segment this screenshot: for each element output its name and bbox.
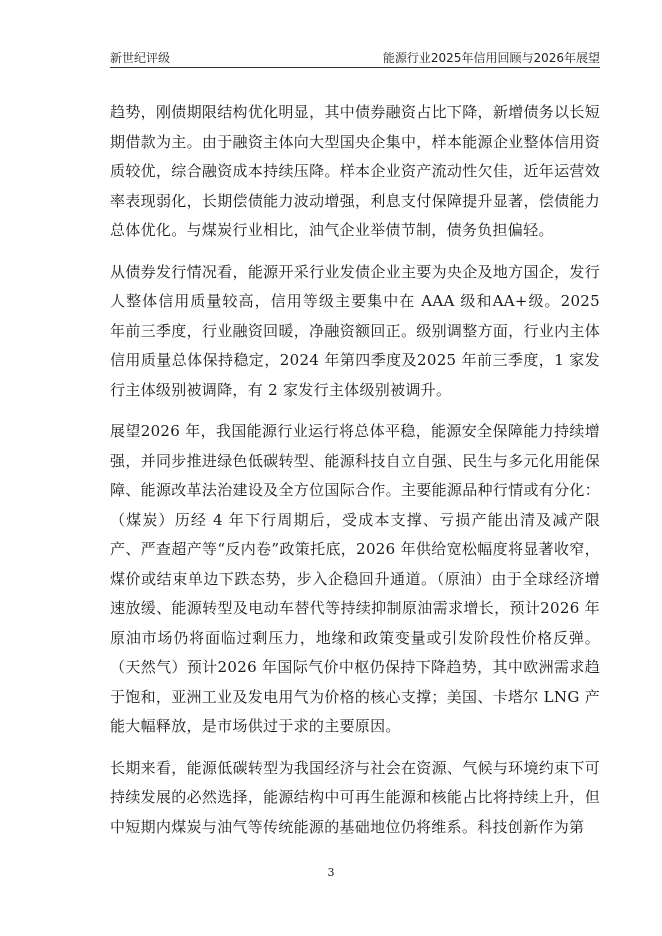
- page-header: [110, 44, 600, 68]
- paragraph-debt-structure: 趋势，刚债期限结构优化明显，其中债券融资占比下降，新增债务以长短期借款为主。由于融资主体向大型国央企集中，样本能源企业整体信用资质较优，综合融资成本持续压降。样本企业资产流动性欠佳，近年运营效率表现弱化，长期偿债能力波动增强，利息支付保障提升显著，偿债能力总体优化。与煤炭行业相比，油气企业举债节制，债务负担偏轻。: [110, 103, 600, 239]
- header-divider: [110, 67, 600, 68]
- paragraph-long-term: 长期来看，能源低碳转型为我国经济与社会在资源、气候与环境约束下可持续发展的必然选择，能源结构中可再生能源和核能占比将持续上升，但中短期内煤炭与油气等传统能源的基础地位仍将维系。科技创新作为第: [110, 758, 600, 836]
- page-number: 3: [327, 866, 335, 879]
- header-publisher: 新世纪评级: [110, 51, 171, 65]
- paragraph-bond-issuance: 从债券发行情况看，能源开采行业发债企业主要为央企及地方国企，发行人整体信用质量较高，信用等级主要集中在 AAA 级和AA+级。2025 年前三季度，行业融资回暖，净融资额回正。级别调整方面，行业内主体信用质量总体保持稳定，2024 年第四季度及2025 年前三季度，1 家发行主体级别被调降，有 2 家发行主体级别被调升。: [110, 262, 600, 399]
- body-text: [110, 98, 600, 854]
- paragraph-outlook-2026: 展望2026 年，我国能源行业运行将总体平稳，能源安全保障能力持续增强，并同步推进绿色低碳转型、能源科技自立自强、民生与多元化用能保障、能源改革法治建设及全方位国际合作。主要能源品种行情或有分化：（煤炭）历经 4 年下行周期后，受成本支撑、亏损产能出清及减产限产、严查超产等“反内卷”政策托底，2026 年供给宽松幅度将显著收窄，煤价或结束单边下跌态势，步入企稳回升通道。（原油）由于全球经济增速放缓、能源转型及电动车替代等持续抑制原油需求增长，预计2026 年原油市场仍将面临过剩压力，地缘和政策变量或引发阶段性价格反弹。（天然气）预计2026 年国际气价中枢仍保持下降趋势，其中欧洲需求趋于饱和，亚洲工业及发电用气为价格的核心支撑；美国、卡塔尔 LNG 产能大幅释放，是市场供过于求的主要原因。: [110, 422, 600, 735]
- header-report-title: 能源行业2025年信用回顾与2026年展望: [382, 51, 600, 65]
